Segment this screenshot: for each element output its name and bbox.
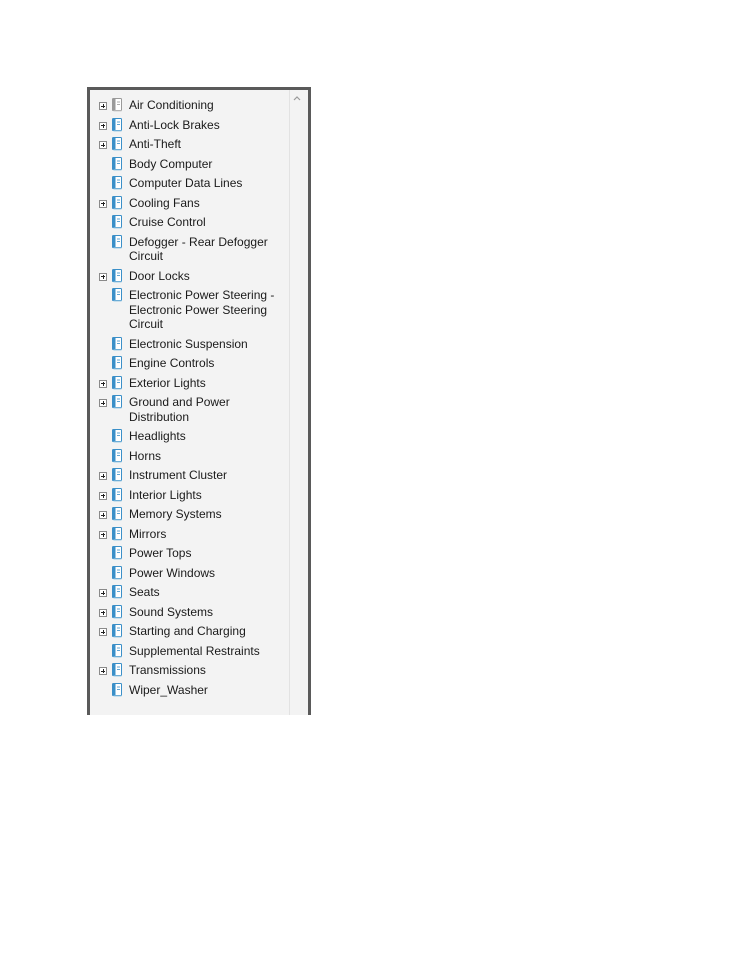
tree-item[interactable] — [90, 603, 290, 623]
tree-item-label: Defogger - Rear Defogger Circuit — [129, 234, 268, 263]
book-icon — [111, 605, 123, 619]
book-icon — [111, 395, 123, 409]
tree-list — [90, 96, 290, 700]
book-icon — [111, 683, 123, 697]
tree-item[interactable] — [90, 335, 290, 355]
tree-item[interactable] — [90, 213, 290, 233]
tree-item[interactable] — [90, 622, 290, 642]
book-icon — [111, 196, 123, 210]
book-icon — [111, 546, 123, 560]
expand-plus-icon[interactable] — [99, 102, 107, 110]
book-icon — [111, 157, 123, 171]
tree-item[interactable] — [90, 544, 290, 564]
book-icon — [111, 137, 123, 151]
tree-item[interactable] — [90, 505, 290, 525]
tree-item[interactable] — [90, 354, 290, 374]
tree-item[interactable] — [90, 96, 290, 116]
tree-item-label: Computer Data Lines — [129, 176, 243, 190]
book-icon — [111, 429, 123, 443]
tree-item-label: Interior Lights — [129, 487, 202, 502]
tree-item-label: Transmissions — [129, 663, 206, 677]
expand-plus-icon[interactable] — [99, 667, 107, 675]
tree-item[interactable] — [90, 267, 290, 287]
tree-item[interactable] — [90, 233, 290, 267]
tree-item-label: Instrument Cluster — [129, 468, 228, 482]
tree-item[interactable] — [90, 642, 290, 662]
tree-item-label: Horns — [129, 448, 162, 463]
book-icon — [111, 624, 123, 638]
expand-plus-icon[interactable] — [99, 399, 107, 407]
tree-item[interactable] — [90, 447, 290, 467]
tree-item[interactable] — [90, 393, 290, 427]
expand-plus-icon[interactable] — [99, 141, 107, 149]
expand-plus-icon[interactable] — [99, 122, 107, 130]
tree-item-label: Exterior Lights — [129, 375, 206, 390]
book-icon — [111, 488, 123, 502]
tree-item-label: Starting and Charging — [129, 624, 246, 638]
book-icon — [111, 644, 123, 658]
book-icon — [111, 527, 123, 541]
expand-plus-icon[interactable] — [99, 511, 107, 519]
tree-item[interactable] — [90, 661, 290, 681]
tree-item[interactable] — [90, 427, 290, 447]
tree-item-label: Power Tops — [129, 546, 192, 560]
expand-plus-icon[interactable] — [99, 589, 107, 597]
expand-plus-icon[interactable] — [99, 628, 107, 636]
tree-item[interactable] — [90, 286, 290, 335]
tree-item-label: Engine Controls — [129, 356, 215, 370]
tree-item-label: Anti-Lock Brakes — [129, 117, 220, 132]
expand-plus-icon[interactable] — [99, 380, 107, 388]
tree-item-label: Wiper_Washer — [129, 682, 208, 697]
expand-plus-icon[interactable] — [99, 531, 107, 539]
tree-item-label: Anti-Theft — [129, 137, 182, 151]
tree-item-label: Mirrors — [129, 526, 167, 541]
expand-plus-icon[interactable] — [99, 492, 107, 500]
book-icon — [111, 269, 123, 283]
book-icon — [111, 376, 123, 390]
expand-plus-icon[interactable] — [99, 273, 107, 281]
book-icon — [111, 176, 123, 190]
tree-item[interactable] — [90, 374, 290, 394]
vertical-scrollbar[interactable] — [289, 90, 304, 715]
book-icon — [111, 356, 123, 370]
tree-item-label: Electronic Suspension — [129, 336, 248, 351]
tree-item[interactable] — [90, 583, 290, 603]
tree-item[interactable] — [90, 681, 290, 701]
tree-item[interactable] — [90, 155, 290, 175]
tree-item-label: Cruise Control — [129, 215, 206, 229]
tree-item[interactable] — [90, 174, 290, 194]
expand-plus-icon[interactable] — [99, 472, 107, 480]
book-icon — [111, 118, 123, 132]
tree-item-label: Memory Systems — [129, 507, 222, 521]
book-icon — [111, 468, 123, 482]
tree-item-label: Sound Systems — [129, 604, 214, 619]
book-icon — [111, 337, 123, 351]
tree-item[interactable] — [90, 135, 290, 155]
expand-plus-icon[interactable] — [99, 200, 107, 208]
tree-item-label: Door Locks — [129, 268, 190, 283]
tree-item-label: Supplemental Restraints — [129, 643, 260, 658]
chevron-up-icon[interactable] — [293, 95, 301, 101]
book-icon — [111, 507, 123, 521]
book-icon — [111, 449, 123, 463]
tree-item-label: Power Windows — [129, 565, 216, 580]
book-icon — [111, 663, 123, 677]
tree-item-label: Cooling Fans — [129, 195, 200, 210]
tree-item-label: Seats — [129, 585, 160, 599]
tree-item-label: Electronic Power Steering - Electronic Power Steering Circuit — [129, 288, 275, 331]
book-icon — [111, 566, 123, 580]
expand-plus-icon[interactable] — [99, 609, 107, 617]
book-icon — [111, 215, 123, 229]
tree-item-label: Headlights — [129, 429, 186, 443]
book-icon — [111, 288, 123, 302]
book-closed-icon — [111, 98, 123, 112]
tree-item-label: Body Computer — [129, 156, 213, 171]
tree-item-label: Air Conditioning — [129, 98, 214, 112]
tree-item[interactable] — [90, 525, 290, 545]
navigation-tree-panel — [87, 87, 311, 715]
tree-item-label: Ground and Power Distribution — [129, 395, 230, 424]
tree-item[interactable] — [90, 466, 290, 486]
tree-item[interactable] — [90, 486, 290, 506]
tree-item[interactable] — [90, 564, 290, 584]
tree-item[interactable] — [90, 116, 290, 136]
book-icon — [111, 585, 123, 599]
book-icon — [111, 235, 123, 249]
tree-item[interactable] — [90, 194, 290, 214]
